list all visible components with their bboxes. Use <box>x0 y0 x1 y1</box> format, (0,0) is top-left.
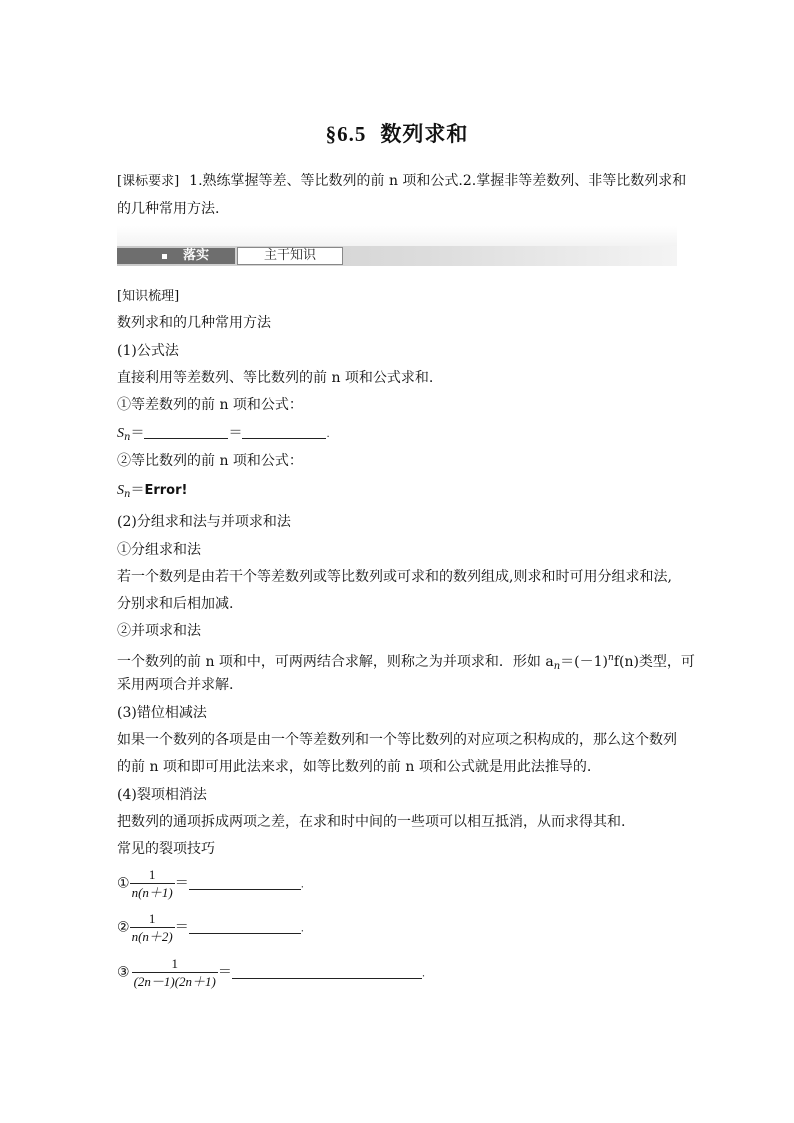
section-title: 数列求和 <box>380 121 469 146</box>
arithmetic-sum-formula <box>117 423 330 448</box>
text-part: f(n)类型，可 <box>613 654 695 670</box>
requirements-line-2: 的几种常用方法. <box>117 201 220 217</box>
method-2a-line-1: 若一个数列是由若干个等差数列或等比数列或可求和的数列组成,则求和时可用分组求和法, <box>117 569 672 585</box>
text-part: 一个数列的前 n 项和中，可两两结合求解，则称之为并项求和．形如 a <box>117 654 554 670</box>
superscript-n: n <box>608 653 614 663</box>
item-marker: ① <box>117 875 130 892</box>
intro-line: 数列求和的几种常用方法 <box>117 315 271 331</box>
method-1b: ②等比数列的前 n 项和公式： <box>117 453 303 469</box>
method-2a-line-2: 分别求和后相加减. <box>117 596 234 612</box>
equals-sign: ＝ <box>130 482 145 498</box>
requirements-text: 1.熟练掌握等差、等比数列的前 n 项和公式.2.掌握非等差数列、非等比数列求和 <box>189 173 687 189</box>
method-2-title: (2)分组求和法与并项求和法 <box>117 514 291 530</box>
technique-2 <box>117 910 304 945</box>
period: . <box>326 429 330 440</box>
error-text: Error! <box>144 483 188 498</box>
fraction-numerator: 1 <box>148 867 156 882</box>
technique-3 <box>117 955 425 990</box>
method-1-desc: 直接利用等差数列、等比数列的前 n 项和公式求和. <box>117 370 434 386</box>
fill-blank-3[interactable] <box>189 875 301 890</box>
sum-symbol: S <box>117 426 124 441</box>
fraction-1 <box>130 866 175 901</box>
method-4-line-2: 常见的裂项技巧 <box>117 841 215 857</box>
fraction-2 <box>130 910 175 945</box>
equals-sign: ＝ <box>228 425 243 441</box>
method-2b: ②并项求和法 <box>117 623 201 639</box>
den-rest: (n＋2) <box>138 929 173 944</box>
item-marker: ③ <box>117 964 130 981</box>
sum-subscript: n <box>124 432 131 443</box>
method-3-line-2: 的前 n 项和即可用此法来求，如等比数列的前 n 项和公式就是用此法推导的. <box>117 759 592 775</box>
text-part: ＝(－1) <box>560 654 609 670</box>
technique-1 <box>117 866 304 901</box>
section-number: §6.5 <box>325 122 367 146</box>
method-2a: ①分组求和法 <box>117 542 201 558</box>
geometric-sum-formula <box>117 480 187 505</box>
requirements-line-1 <box>117 171 686 192</box>
equals-sign: ＝ <box>217 964 232 981</box>
den-rest: (n＋1) <box>138 885 173 900</box>
equals-sign: ＝ <box>174 875 189 892</box>
method-2b-line-2: 采用两项合并求解. <box>117 677 234 693</box>
fill-blank-4[interactable] <box>189 919 301 934</box>
banner-tab-light: 主干知识 <box>237 247 343 265</box>
banner-shade <box>117 226 677 246</box>
fraction-numerator: 1 <box>171 956 178 971</box>
banner-tab-dark <box>117 248 235 264</box>
requirements-label: [课标要求] <box>117 174 180 189</box>
fraction-denominator: (2n－1)(2n＋1) <box>133 974 216 989</box>
period: . <box>300 879 304 891</box>
period: . <box>421 968 426 980</box>
fill-blank-1[interactable] <box>144 424 228 439</box>
equals-sign: ＝ <box>174 919 189 936</box>
page-title <box>0 118 794 148</box>
fraction-numerator: 1 <box>148 911 156 926</box>
sum-symbol: S <box>117 483 124 498</box>
subscript-n: n <box>553 661 561 672</box>
method-1-title: (1)公式法 <box>117 343 179 359</box>
fraction-3 <box>132 955 218 990</box>
fraction-denominator <box>130 883 175 901</box>
method-3-line-1: 如果一个数列的各项是由一个等差数列和一个等比数列的对应项之积构成的，那么这个数列 <box>117 732 677 748</box>
method-4-title: (4)裂项相消法 <box>117 787 207 803</box>
method-4-line-1: 把数列的通项拆成两项之差，在求和时中间的一些项可以相互抵消，从而求得其和. <box>117 814 626 830</box>
den-n: n <box>131 885 139 900</box>
equals-sign: ＝ <box>130 425 145 441</box>
period: . <box>300 923 304 935</box>
item-marker: ② <box>117 919 130 936</box>
fill-blank-2[interactable] <box>242 424 326 439</box>
sum-subscript: n <box>124 489 131 500</box>
method-2b-line-1 <box>117 648 695 677</box>
square-bullet-icon <box>162 254 167 259</box>
method-1a: ①等差数列的前 n 项和公式： <box>117 397 303 413</box>
banner-dark-label: 落实 <box>183 248 210 263</box>
fill-blank-5[interactable] <box>232 964 422 979</box>
fraction-denominator <box>130 927 175 945</box>
den-n: n <box>131 929 139 944</box>
method-3-title: (3)错位相减法 <box>117 705 207 721</box>
knowledge-heading: [知识梳理] <box>117 289 180 304</box>
